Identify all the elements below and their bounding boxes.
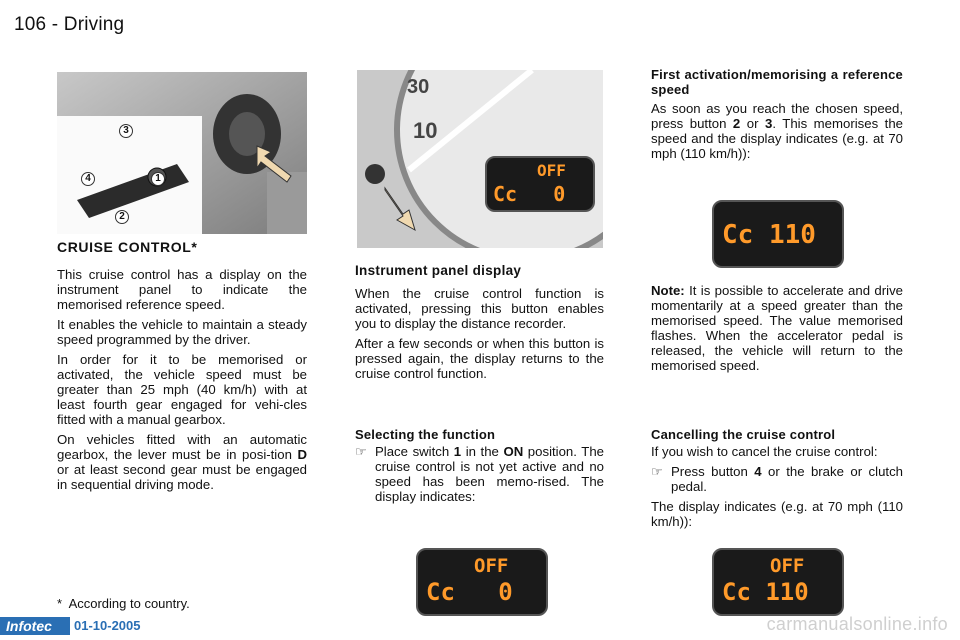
stalk-photo	[57, 72, 307, 234]
callout-2: 2	[115, 210, 129, 224]
sub-heading: Instrument panel display	[355, 263, 522, 278]
instrument-panel-photo	[357, 70, 603, 248]
paragraph: This cruise control has a display on the instrument panel to indicate the memorised reference speed.	[57, 267, 307, 312]
paragraph: When the cruise control function is activated, pressing this button enables you to display the distance recorder.	[355, 286, 604, 331]
first-activation-heading: First activation/memorising a reference speed	[651, 67, 903, 97]
left-column	[57, 240, 307, 497]
pointer-icon: ☞	[355, 444, 367, 459]
paragraph: It enables the vehicle to maintain a steady speed programmed by the driver.	[57, 317, 307, 347]
footer-date: 01-10-2005	[74, 618, 141, 633]
note: Note: It is possible to accelerate and drive momentarily at a speed greater than the memorised speed. The value memorised flashes. When the accelerator pedal is released, the vehicle will return to the memorised speed.	[651, 283, 903, 373]
paragraph: If you wish to cancel the cruise control:	[651, 444, 878, 459]
display-cc-110: Cc 110	[712, 200, 844, 268]
paragraph: In order for it to be memorised or activated, the vehicle speed must be greater than 25 mph (40 km/h) with at least fourth gear engaged for vehi-cles fitted with a manual gearbox.	[57, 352, 307, 427]
selecting-block	[355, 427, 604, 504]
section-heading: CRUISE CONTROL*	[57, 239, 198, 255]
paragraph: On vehicles fitted with an automatic gearbox, the lever must be in posi-tion D or at least second gear must be engaged in sequential driving mode.	[57, 432, 307, 492]
paragraph: The display indicates (e.g. at 70 mph (110 km/h)):	[651, 499, 903, 529]
callout-4: 4	[81, 172, 95, 186]
cancel-heading: Cancelling the cruise control	[651, 427, 836, 442]
infotec-logo: Infotec	[0, 617, 70, 635]
selecting-bullet: ☞ Place switch 1 in the ON position. The cruise control is not yet active and no speed has been memo-rised. The display indicates:	[355, 444, 604, 504]
first-activation-block	[651, 67, 903, 166]
note-block	[651, 283, 903, 378]
paragraph: After a few seconds or when this button is pressed again, the display returns to the cruise control function.	[355, 336, 604, 381]
callout-1: 1	[151, 172, 165, 186]
display-off-110: OFF Cc 110	[712, 548, 844, 616]
paragraph: As soon as you reach the chosen speed, press button 2 or 3. This memorises the speed and the display indicates (e.g. at 70 mph (110 km/h)):	[651, 101, 903, 161]
middle-column	[355, 263, 604, 386]
watermark: carmanualsonline.info	[766, 614, 948, 634]
selecting-heading: Selecting the function	[355, 427, 496, 442]
panel-display: OFF Cc 0	[485, 156, 595, 212]
callout-3: 3	[119, 124, 133, 138]
cancel-block	[651, 427, 903, 534]
display-off-0: OFF Cc 0	[416, 548, 548, 616]
pointer-icon: ☞	[651, 464, 663, 479]
footnote: * According to country.	[57, 596, 190, 611]
gauge-label-30: 30	[407, 76, 430, 98]
page-title: 106 - Driving	[14, 14, 125, 35]
gauge-label-10: 10	[413, 118, 438, 143]
cancel-bullet: ☞ Press button 4 or the brake or clutch pedal.	[651, 464, 903, 494]
